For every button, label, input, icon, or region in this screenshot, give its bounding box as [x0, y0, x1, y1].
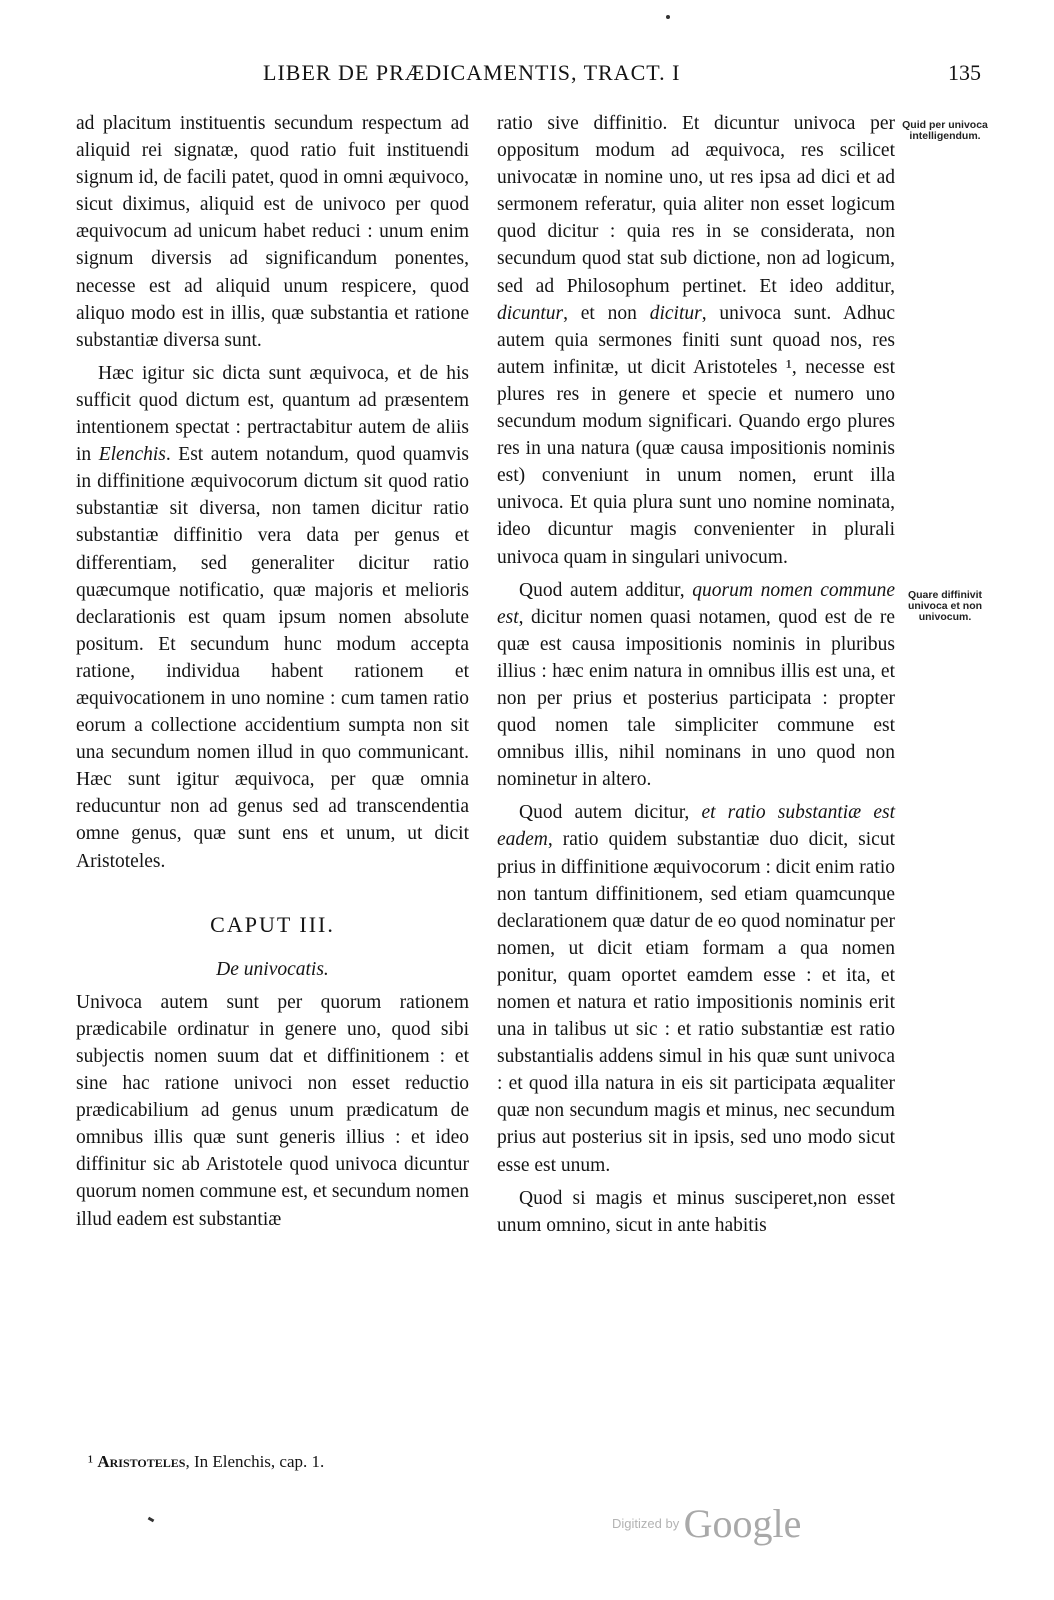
- right-p2-text-a: Quod autem additur,: [519, 579, 693, 601]
- left-column: [76, 110, 469, 1233]
- left-p2-text-b: . Est autem notandum, quod quamvis in diffinitione æquivocorum dictum sit quod ratio substantiæ sit diversa, non tamen dicitur ratio substantiæ diffinitio vera data per genus et differentiam, sed generaliter dicitur ratio quæcumque notificatio, quæ majoris et melioris declarationis est quam ipsum nomen absolute positum. Et secundum hunc modum accepta ratione, individua habent rationem et æquivocationem in uno nomine : cum tamen ratio eorum a collectione accidentium sumpta non sit una secundum nomen illud in quo communicant. Hæc sunt igitur æquivoca, per quæ omnia reducuntur non ad genus sed ad transcendentia omne genus, quæ sunt ens et unum, ut dicit Aristoteles.: [76, 444, 469, 872]
- right-p1-italic-1: dicuntur: [497, 302, 564, 324]
- right-p1-text-a: ratio sive diffinitio. Et dicuntur univoca per oppositum modum ad æquivoca, res scilicet univocatæ in nomine uno, ut res ipsa ad dici et ad sermonem referatur, quia aliter non esset logicum quod dicitur : quia res in se considerata, non secundum quod stat sub dictione, non ad logicum, sed ad Philosophum pertinet. Et ideo additur,: [497, 113, 895, 297]
- right-paragraph-1: [497, 110, 895, 571]
- watermark-prefix: Digitized by: [612, 1516, 680, 1531]
- right-p1-text-b: , univoca sunt. Adhuc autem quia sermones finiti sunt quoad nos, res autem infinitæ, ut dicit Aristoteles ¹, necesse est plures res in genere et specie et numero uno secundum modum significari. Quando ergo plures res in una natura (quæ causa impositionis nominis est) conveniunt in unum nomen, erunt illa univoca. Et quia plura sunt uno nomine nominata, ideo dicuntur magis convenienter in plurali univoca quam in singulari univocum.: [497, 302, 895, 568]
- right-p1-italic-2: dicitur: [649, 302, 702, 324]
- right-column: [497, 110, 895, 1239]
- footnote-marker: ¹: [88, 1452, 94, 1471]
- left-paragraph-3: Univoca autem sunt per quorum rationem prædicabile ordinatur in genere uno, quod sibi subjectis nomen suum dat et diffinitionem : et sine hac ratione univoci non esset reductio prædicabilium ad genus unum prædicatum de omnibus illis quæ sunt generis illius : et ideo diffinitur sic ab Aristotele quod univoca dicuntur quorum nomen commune est, et secundum nomen illud eadem est substantiæ: [76, 991, 469, 1230]
- right-paragraph-3: [497, 799, 895, 1178]
- right-p2-italic: quorum nomen commune est: [497, 579, 895, 628]
- footnote-text: , In Elenchis, cap. 1.: [185, 1452, 325, 1471]
- right-p3-text-b: , ratio quidem substantiæ duo dicit, sicut prius in diffinitione æquivocorum : dicit enim ratio non tantum diffinitionem, sed etiam quamcunque declarationem quæ datur de eo quod nominatur per nomen, ut dicit etiam formam a qua nomen ponitur, quam oportet eamdem esse : et ita, et nomen et natura et ratio impositionis nominis erit una in talibus ut sic : et ratio substantiæ est ratio substantialis addens simul in his quæ sunt univoca : et quod illa natura in eis sit participata æqualiter quæ non secundum magis et minus, nec secundum prius aut posterius sit in ipsis, sed uno modo sicut esse est unum.: [497, 829, 895, 1176]
- footnote-author: Aristoteles: [97, 1452, 186, 1471]
- ink-dot: [666, 15, 670, 19]
- google-logo: Google: [683, 1501, 802, 1546]
- google-watermark: [612, 1500, 801, 1547]
- left-paragraph-1: ad placitum instituentis secundum respectum ad aliquid rei signatæ, quod ratio fuit instituendi signum id, de facili patet, quod in omni æquivoco, sicut diximus, aliquid est de univoco per quod æquivocum ad unicum habet reduci : unum enim signum diversis ad significandum ponentes, necesse est ad aliquid unum respicere, quod aliquo modo est in illis, quæ substantia et ratione substantiæ diversa sunt.: [76, 113, 469, 351]
- footnote: [88, 1452, 324, 1472]
- right-paragraph-2: [497, 577, 895, 794]
- right-p1-text-mid: , et non: [563, 302, 650, 324]
- right-p2-text-b: , dicitur nomen quasi notamen, quod est de re quæ est causa impositionis nominis in pluribus illius : hæc enim natura in omnibus illis est una, et non per prius et posterius participata : propter quod nomen tale simpliciter commune est omnibus illis, nihil nominans in uno quod non nominetur in altero.: [497, 606, 895, 791]
- chapter-title: CAPUT III.: [210, 911, 335, 937]
- left-paragraph-2: [76, 360, 469, 875]
- running-title: LIBER DE PRÆDICAMENTIS, TRACT. I: [263, 60, 681, 85]
- sidenote-quare: Quare diffinivit univoca et non univocum.: [907, 589, 983, 623]
- page-number: 135: [948, 60, 981, 85]
- right-paragraph-4: Quod si magis et minus susciperet,non esset unum omnino, sicut in ante habitis: [497, 1187, 895, 1236]
- right-p3-italic: et ratio substantiæ est eadem: [497, 802, 895, 851]
- left-p2-italic: Elenchis: [98, 444, 166, 466]
- chapter-subtitle: De univocatis.: [216, 958, 329, 980]
- left-p2-text-a: Hæc igitur sic dicta sunt æquivoca, et de his sufficit quod dictum est, quantum ad præsentem intentionem spectat : pertractabitur autem de aliis in: [76, 362, 469, 466]
- sidenote-univoca: Quid per univoca intelligendum.: [902, 119, 988, 142]
- ink-mark: [148, 1517, 155, 1523]
- right-p3-text-a: Quod autem dicitur,: [519, 802, 702, 824]
